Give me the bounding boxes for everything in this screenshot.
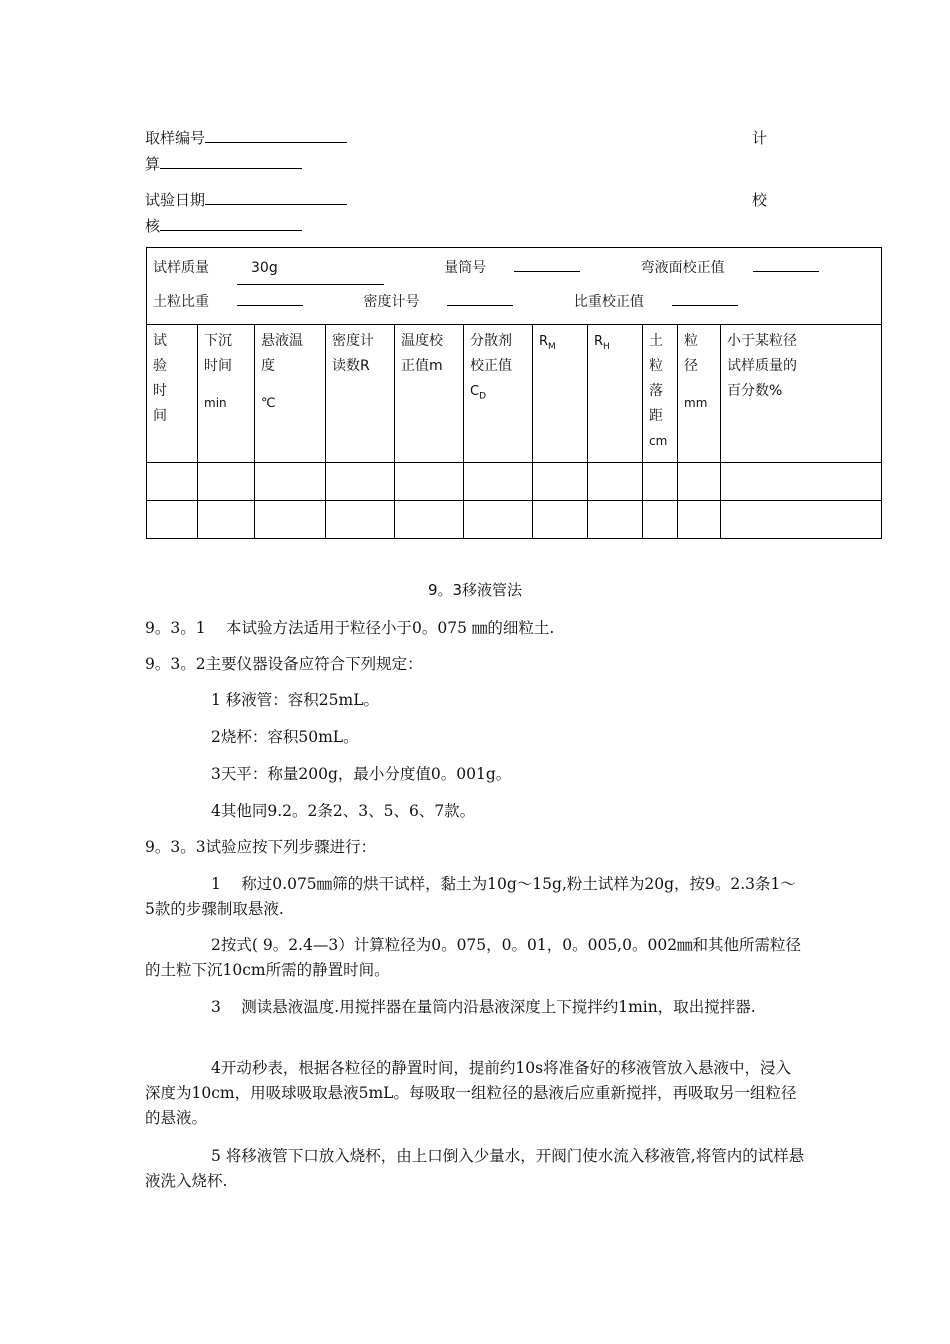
meniscus-field: 弯液面校正值: [641, 260, 847, 276]
cylinder-no-field: 量筒号: [444, 260, 608, 276]
table-row[interactable]: [147, 501, 882, 539]
col-dispersant-correction: 分散剂校正值 $C_D$: [464, 325, 533, 463]
para-item-4: 4其他同9.2。2条2、3、5、6、7款。: [211, 802, 476, 820]
para-item-1: 1 移液管：容积25mL。: [211, 691, 380, 709]
col-test-time: 试验时间: [147, 325, 198, 463]
hydrometer-form-table: [146, 247, 882, 539]
calc-label-2: 算: [145, 155, 161, 173]
info-line-1: [153, 252, 875, 286]
para-step-3: 3 测读悬液温度.用搅拌器在量筒内沿悬液深度上下搅拌约1min，取出搅拌器.: [211, 998, 756, 1016]
sample-mass-field: 试样质量 30g: [153, 260, 412, 276]
para-9-3-1: 9。3。1 本试验方法适用于粒径小于0。075 ㎜的细粒土.: [145, 619, 555, 637]
check-label-2: 核: [145, 217, 161, 235]
para-step-2: 2按式( 9。2.4—3）计算粒径为0。075，0。01，0。005,0。002㎜和其他所需粒径的土粒下沉10cm所需的静置时间。: [145, 936, 802, 979]
calc-blank[interactable]: [160, 154, 302, 169]
calc-label-1: 计: [752, 129, 768, 147]
section-title: 9。3移液管法: [427, 581, 523, 599]
col-suspension-temp: 悬液温度 ℃: [255, 325, 326, 463]
para-step-1: 1 称过0.075㎜筛的烘干试样，黏土为10g～15g,粉土试样为20g，按9。2.3条1～5款的步骤制取悬液.: [145, 875, 796, 918]
col-hydrometer-reading: 密度计读数R: [326, 325, 395, 463]
check-blank[interactable]: [160, 216, 302, 231]
calc-line: [145, 153, 302, 174]
col-particle-size: 粒径 mm: [678, 325, 721, 463]
sample-no-blank[interactable]: [205, 128, 347, 143]
col-rh: $R_H$: [588, 325, 643, 463]
para-9-3-2: 9。3。2主要仪器设备应符合下列规定：: [145, 655, 423, 673]
col-settle-time: 下沉时间 min: [198, 325, 255, 463]
para-step-4: 4开动秒表，根据各粒径的静置时间，提前约10s将准备好的移液管放入悬液中，浸入深度为10cm，用吸球吸取悬液5mL。每吸取一组粒径的悬液后应重新搅拌，再吸取另一组粒径的悬液。: [145, 1059, 797, 1127]
check-label-1: 校: [752, 191, 768, 209]
hydrometer-no-field: 密度计号: [363, 294, 541, 310]
para-9-3-3: 9。3。3试验应按下列步骤进行：: [145, 838, 377, 856]
test-date-line: [145, 189, 347, 210]
para-item-2: 2烧杯：容积50mL。: [211, 728, 359, 746]
sg-correction-field: 比重校正值: [574, 294, 766, 310]
para-item-3: 3天平：称量200g，最小分度值0。001g。: [211, 765, 512, 783]
col-fall-distance: 土粒落距 cm: [643, 325, 678, 463]
sample-no-label: 取样编号: [145, 129, 206, 147]
specific-gravity-field: 土粒比重: [153, 294, 331, 310]
test-date-blank[interactable]: [205, 190, 347, 205]
check-line: [145, 215, 302, 236]
form-info-cell: [147, 248, 882, 325]
table-row[interactable]: [147, 463, 882, 501]
sample-no-line: [145, 127, 347, 148]
col-rm: $R_M$: [533, 325, 588, 463]
para-step-5: 5 将移液管下口放入烧杯，由上口倒入少量水，开阀门使水流入移液管,将管内的试样悬液洗入烧杯.: [145, 1147, 805, 1190]
info-line-2: [153, 286, 875, 320]
test-date-label: 试验日期: [145, 191, 206, 209]
column-header-row: [147, 325, 882, 463]
col-temp-correction: 温度校正值m: [395, 325, 464, 463]
col-percent-finer: 小于某粒径试样质量的百分数%: [721, 325, 882, 463]
